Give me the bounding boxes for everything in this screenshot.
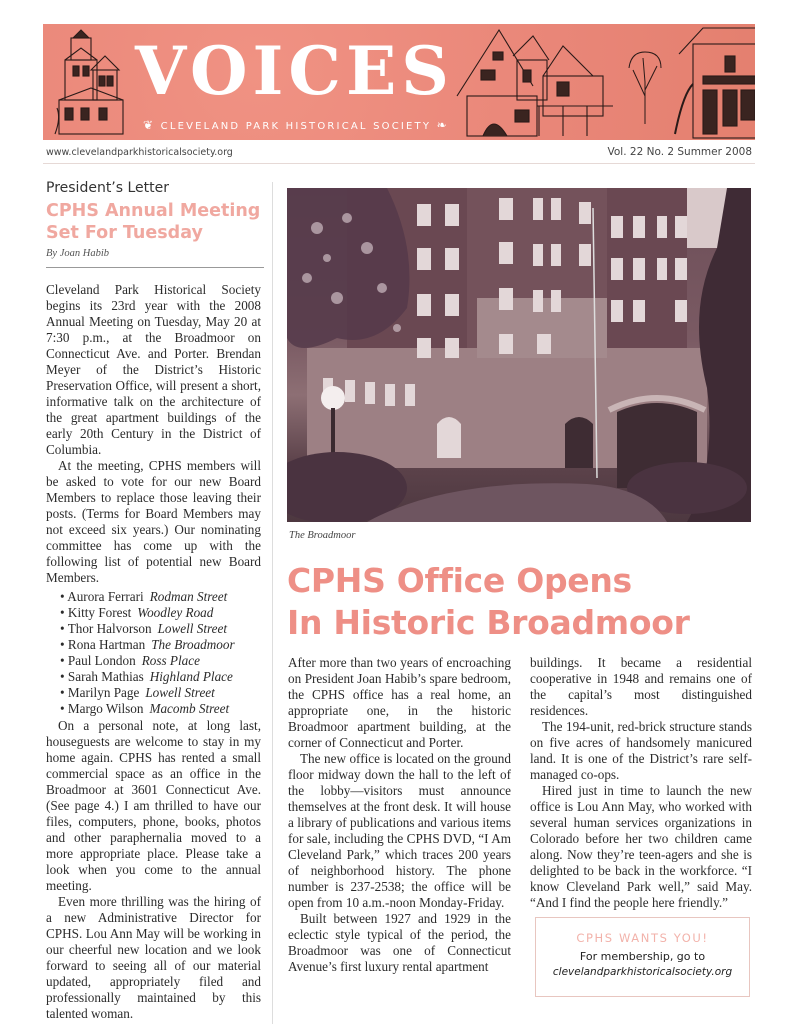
member-name: Marilyn Page [67, 685, 140, 700]
broadmoor-building-image [287, 188, 751, 522]
society-name-text: CLEVELAND PARK HISTORICAL SOCIETY [160, 121, 432, 132]
member-name: Aurora Ferrari [67, 589, 144, 604]
ornament-right-icon: ❧ [436, 118, 449, 132]
paragraph: Cleveland Park Historical Society begins its 23rd year with the 2008 Annual Meeting on Tuesday, May 20 at 7:30 p.m., at the Broadmoor on Connecticut Ave. and Porter. Brendan Meyer of the District’s Historic Preservation Office, will present a short, informative talk on the architecture of the great apartment buildings of the early 20th Century in the District of Columbia. [46, 282, 261, 457]
byline: By Joan Habib [46, 248, 109, 259]
member-street: The Broadmoor [151, 637, 235, 652]
newsletter-title: VOICES [135, 32, 454, 110]
member-street: Rodman Street [149, 589, 228, 604]
list-item [60, 653, 261, 669]
tree-illustration [623, 46, 667, 126]
member-name: Sarah Mathias [67, 669, 144, 684]
member-name: Paul London [67, 653, 136, 668]
paragraph: Even more thrilling was the hiring of a new Administrative Director for CPHS. Lou Ann May will be working in our cheerful new location and we look forward to seeing all of our material updated, appropriately filed and professionally maintained by this talented woman. [46, 894, 261, 1021]
promo-title: CPHS WANTS YOU! [576, 931, 709, 945]
broadmoor-photo [287, 188, 751, 522]
office-article-column-2 [530, 655, 752, 911]
member-name: Margo Wilson [67, 701, 144, 716]
list-item [60, 685, 261, 701]
paragraph: After more than two years of encroaching on President Joan Habib’s spare bedroom, the CPHS office has a real home, an appropriate one, in the historic Broadmoor apartment building, at the corner of Connecticut and Porter. [288, 655, 511, 750]
section-kicker: President’s Letter [46, 180, 170, 196]
ornament-left-icon: ❦ [143, 118, 156, 132]
paragraph: On a personal note, at long last, houseguests are welcome to stay in my home again. CPHS has rented a small commercial space as an office in the Broadmoor at 3601 Connecticut Ave. (See page 4.) I am thrilled to have our files, computers, phone, books, photos and other paraphernalia moved to a more appropriate place. Please take a look when you come to the annual meeting. [46, 718, 261, 893]
board-members-list [60, 589, 261, 717]
member-street: Macomb Street [149, 701, 230, 716]
column-divider [272, 182, 273, 1024]
list-item [60, 701, 261, 717]
header-divider [43, 163, 755, 164]
promo-text: For membership, go to [579, 950, 706, 963]
list-item [60, 621, 261, 637]
paragraph: buildings. It became a residential cooperative in 1948 and remains one of the capital’s most distinguished residences. [530, 655, 752, 718]
society-name [143, 118, 449, 132]
masthead-banner [43, 24, 755, 140]
website-link[interactable]: www.clevelandparkhistoricalsociety.org [46, 147, 233, 158]
member-street: Lowell Street [145, 685, 215, 700]
headline-line-1: CPHS Office Opens [287, 561, 632, 600]
paragraph: Hired just in time to launch the new office is Lou Ann May, who worked with several human services organizations in Colorado before her two children came along. Now they’re teen-agers and she is delighted to be back in the workforce. “I know Cleveland Park well,” said May. “And I find the people here friendly.” [530, 783, 752, 910]
byline-divider [46, 267, 264, 268]
issue-info: Vol. 22 No. 2 Summer 2008 [607, 146, 752, 158]
member-name: Kitty Forest [67, 605, 132, 620]
member-street: Lowell Street [157, 621, 228, 636]
victorian-house-illustration [453, 26, 623, 140]
office-article-headline [287, 560, 757, 644]
victorian-tower-house-illustration [51, 28, 131, 138]
storefront-illustration [673, 24, 755, 140]
membership-promo-box [535, 917, 750, 997]
presidents-letter-headline: CPHS Annual Meeting Set For Tuesday [46, 201, 261, 243]
member-name: Rona Hartman [67, 637, 146, 652]
membership-link[interactable]: clevelandparkhistoricalsociety.org [552, 966, 733, 978]
paragraph: At the meeting, CPHS members will be asked to vote for our new Board Members to replace those leaving their posts. (Terms for Board Members may not exceed six years.) Our nominating committee has come up with the following list of potential new Board Members. [46, 458, 261, 585]
list-item [60, 589, 261, 605]
presidents-letter-column [46, 180, 261, 1022]
list-item [60, 637, 261, 653]
office-article-column-1 [288, 655, 511, 975]
member-street: Highland Place [149, 669, 233, 684]
headline-line-2: In Historic Broadmoor [287, 603, 690, 642]
member-street: Woodley Road [137, 605, 214, 620]
list-item [60, 669, 261, 685]
presidents-letter-body [46, 282, 261, 1022]
member-name: Thor Halvorson [67, 621, 152, 636]
paragraph: The 194-unit, red-brick structure stands on five acres of handsomely manicured land. It is one of the District’s rare self-managed co-ops. [530, 719, 752, 782]
photo-caption: The Broadmoor [289, 530, 356, 541]
paragraph: Built between 1927 and 1929 in the eclectic style typical of the period, the Broadmoor was one of Connecticut Avenue’s first luxury rental apartment [288, 911, 511, 974]
list-item [60, 605, 261, 621]
paragraph: The new office is located on the ground floor midway down the hall to the left of the lobby—visitors must announce themselves at the front desk. It will house a library of publications and various items for sale, including the CPHS DVD, “I Am Cleveland Park,” which traces 200 years of neighborhood history. The phone number is 237-2538; the office will be open from 10 a.m.-noon Monday-Friday. [288, 751, 511, 910]
member-street: Ross Place [141, 653, 200, 668]
